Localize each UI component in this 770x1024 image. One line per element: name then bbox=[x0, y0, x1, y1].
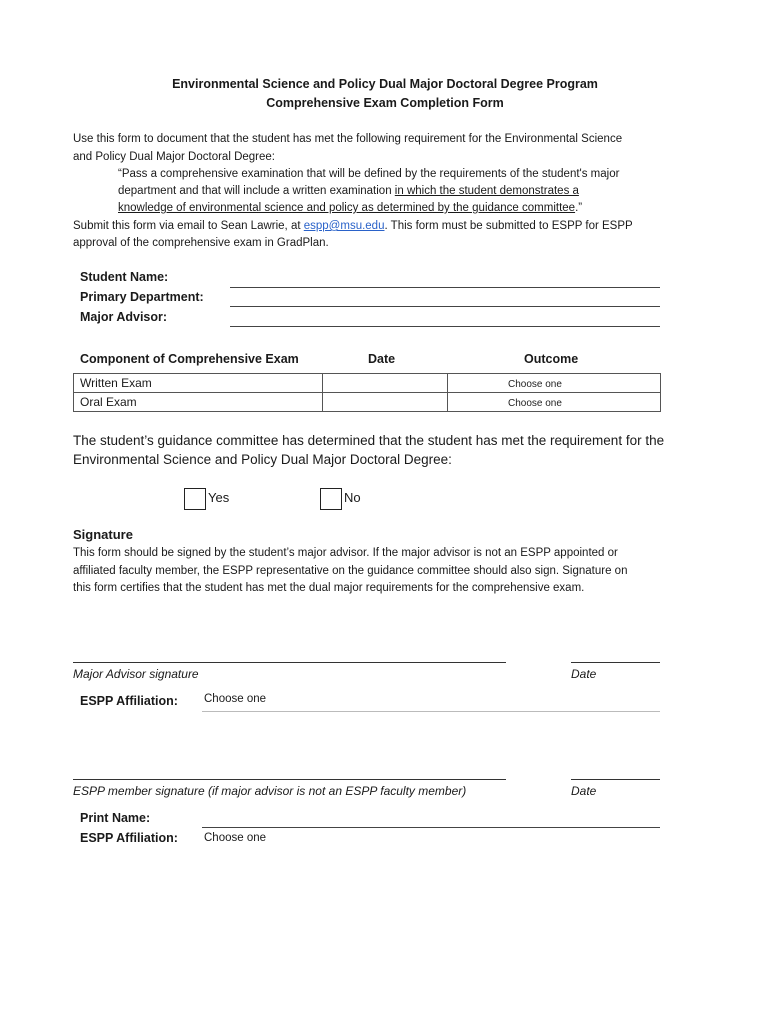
outcome-dropdown[interactable]: Choose one bbox=[508, 379, 562, 390]
major-advisor-field[interactable] bbox=[230, 326, 660, 327]
submit-line-2: approval of the comprehensive exam in GradPlan. bbox=[73, 237, 329, 249]
no-checkbox[interactable] bbox=[320, 488, 342, 510]
table-row bbox=[74, 393, 661, 412]
student-name-label: Student Name: bbox=[80, 270, 169, 284]
intro-line-1: Use this form to document that the student has met the following requirement for the Environmental Science bbox=[73, 133, 623, 145]
advisor-date-label: Date bbox=[571, 667, 597, 681]
student-name-field[interactable] bbox=[230, 287, 660, 288]
espp-affiliation-dropdown[interactable] bbox=[202, 692, 660, 712]
signature-text-line-2: affiliated faculty member, the ESPP representative on the guidance committee should also sign. Signature on bbox=[73, 565, 628, 577]
intro-line-2: and Policy Dual Major Doctoral Degree: bbox=[73, 151, 275, 163]
component-cell: Oral Exam bbox=[74, 393, 323, 412]
espp-affiliation-dropdown-2[interactable]: Choose one bbox=[204, 832, 267, 844]
advisor-signature-label: Major Advisor signature bbox=[73, 667, 199, 681]
form-title: Environmental Science and Policy Dual Major Doctoral Degree Program bbox=[172, 77, 598, 91]
no-label: No bbox=[344, 490, 361, 505]
primary-department-label: Primary Department: bbox=[80, 290, 204, 304]
table-row bbox=[74, 374, 661, 393]
advisor-date-line[interactable] bbox=[571, 662, 660, 663]
espp-affiliation-label-2: ESPP Affiliation: bbox=[80, 831, 178, 845]
form-subtitle: Comprehensive Exam Completion Form bbox=[266, 96, 504, 110]
yes-checkbox[interactable] bbox=[184, 488, 206, 510]
determination-line-1: The student’s guidance committee has determined that the student has met the requirement for the bbox=[73, 433, 665, 448]
outcome-cell[interactable] bbox=[448, 374, 661, 393]
major-advisor-label: Major Advisor: bbox=[80, 310, 168, 324]
advisor-signature-line[interactable] bbox=[73, 662, 506, 663]
quote-line-1: “Pass a comprehensive examination that will be defined by the requirements of the student's major bbox=[118, 168, 620, 180]
quote-line-2: department and that will include a written examination in which the student demonstrates a bbox=[118, 185, 579, 197]
member-date-label: Date bbox=[571, 784, 597, 798]
table-header-component: Component of Comprehensive Exam bbox=[80, 352, 299, 366]
espp-affiliation-label: ESPP Affiliation: bbox=[80, 694, 178, 708]
determination-line-2: Environmental Science and Policy Dual Major Doctoral Degree: bbox=[73, 452, 452, 467]
member-signature-label: ESPP member signature (if major advisor is not an ESPP faculty member) bbox=[73, 784, 467, 798]
yes-label: Yes bbox=[208, 490, 230, 505]
outcome-cell[interactable] bbox=[448, 393, 661, 412]
member-date-line[interactable] bbox=[571, 779, 660, 780]
quote-line-3: knowledge of environmental science and policy as determined by the guidance committee.” bbox=[118, 202, 583, 214]
table-header-outcome: Outcome bbox=[524, 352, 579, 366]
print-name-field[interactable] bbox=[202, 827, 660, 828]
signature-heading: Signature bbox=[73, 527, 133, 542]
primary-department-field[interactable] bbox=[230, 306, 660, 307]
print-name-label: Print Name: bbox=[80, 811, 151, 825]
outcome-dropdown[interactable]: Choose one bbox=[508, 398, 562, 409]
email-link[interactable]: espp@msu.edu bbox=[303, 220, 385, 232]
espp-affiliation-value: Choose one bbox=[204, 693, 267, 705]
component-cell: Written Exam bbox=[74, 374, 323, 393]
exam-table bbox=[73, 373, 661, 412]
date-cell[interactable] bbox=[323, 393, 448, 412]
submit-line-1: Submit this form via email to Sean Lawrie, at espp@msu.edu. This form must be submitted to ESPP for ESPP bbox=[73, 220, 633, 232]
date-cell[interactable] bbox=[323, 374, 448, 393]
member-signature-line[interactable] bbox=[73, 779, 506, 780]
signature-text-line-1: This form should be signed by the student’s major advisor. If the major advisor is not an ESPP appointed or bbox=[73, 547, 618, 559]
signature-text-line-3: this form certifies that the student has met the dual major requirements for the comprehensive exam. bbox=[73, 582, 585, 594]
table-header-date: Date bbox=[368, 352, 396, 366]
